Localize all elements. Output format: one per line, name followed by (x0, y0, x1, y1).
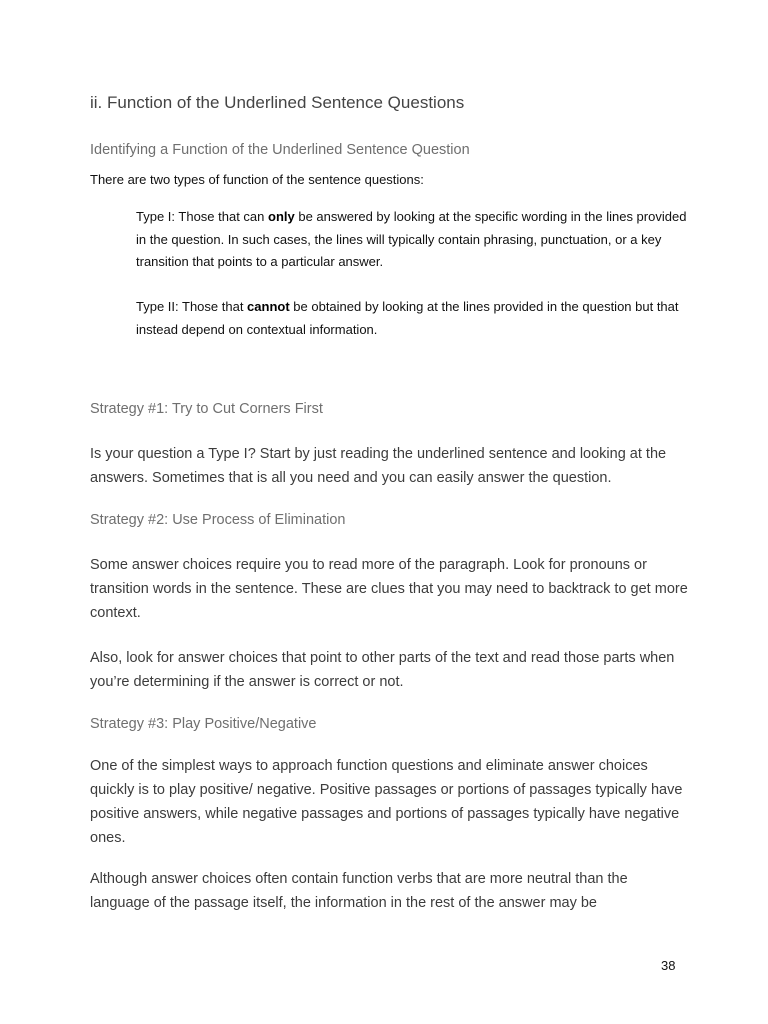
type-two-emphasis: cannot (247, 299, 290, 314)
type-one-prefix: Type I: Those that can (136, 209, 269, 224)
strategy-one-paragraph: Is your question a Type I? Start by just reading the underlined sentence and looking at the answers. Sometimes that is all you need and you can easily answer the question. (90, 446, 667, 486)
type-two-description (136, 296, 696, 341)
type-one-suffix: be answered by looking at the specific wording in the lines provided in the question. In such cases, the lines will typically contain phrasing, punctuation, or a key transition that points to a particular answer. (136, 209, 687, 269)
intro-text: There are two types of function of the sentence questions: (90, 172, 424, 187)
strategy-two-paragraph-2: Also, look for answer choices that point to other parts of the text and read those parts when you’re determining if the answer is correct or not. (90, 650, 675, 690)
strategy-one-heading: Strategy #1: Try to Cut Corners First (90, 401, 323, 417)
strategy-three-heading: Strategy #3: Play Positive/Negative (90, 716, 317, 732)
type-one-emphasis: only (268, 209, 295, 224)
type-one-description (136, 206, 696, 274)
strategy-two-paragraph-1: Some answer choices require you to read more of the paragraph. Look for pronouns or transition words in the sentence. These are clues that you may need to backtrack to get more context. (90, 557, 688, 621)
sub-heading: Identifying a Function of the Underlined Sentence Question (90, 142, 470, 158)
type-two-suffix: be obtained by looking at the lines provided in the question but that instead depend on contextual information. (136, 299, 679, 337)
page-number: 38 (661, 958, 676, 973)
strategy-three-paragraph-2: Although answer choices often contain function verbs that are more neutral than the language of the passage itself, the information in the rest of the answer may be (90, 871, 628, 911)
strategy-two-heading: Strategy #2: Use Process of Elimination (90, 512, 346, 528)
section-title: ii. Function of the Underlined Sentence Questions (90, 93, 465, 112)
strategy-three-paragraph-1: One of the simplest ways to approach function questions and eliminate answer choices quickly is to play positive/ negative. Positive passages or portions of passages typically have positive answers, while negative passages and portions of passages typically have negative ones. (90, 758, 683, 846)
type-two-prefix: Type II: Those that (136, 299, 248, 314)
